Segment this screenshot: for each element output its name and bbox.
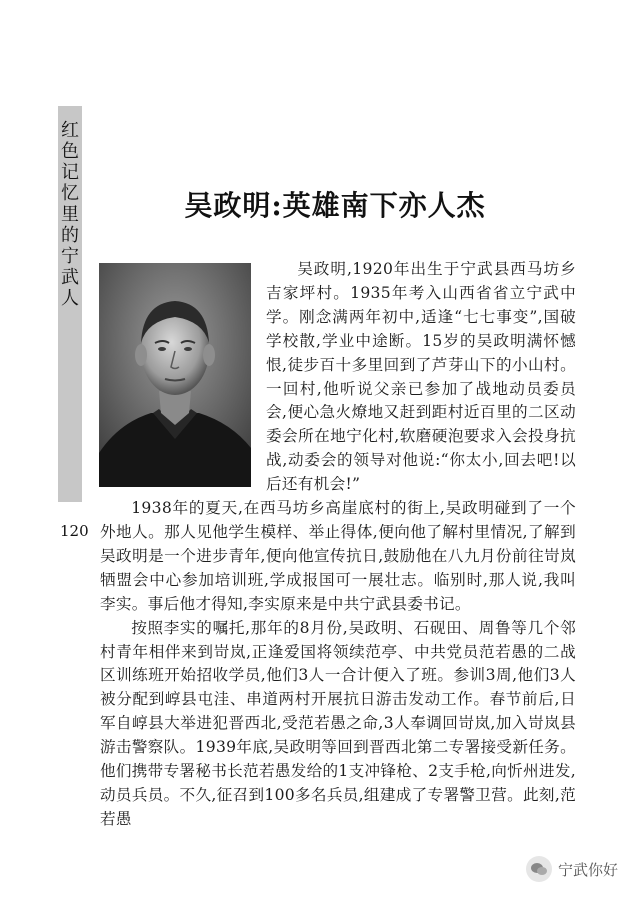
article-title: 吴政明:英雄南下亦人杰	[184, 189, 486, 222]
article-body	[100, 258, 576, 832]
paragraph-2: 1938年的夏天,在西马坊乡高崖底村的街上,吴政明碰到了一个外地人。那人见他学生模样、举止得体,便向他了解村里情况,了解到吴政明是一个进步青年,便向他宣传抗日,鼓励他在八九月份前往岢岚牺盟会中心参加培训班,学成报国可一展壮志。临别时,那人说,我叫李实。事后他才得知,李实原来是中共宁武县委书记。	[100, 499, 576, 613]
paragraph-1-text: 吴政明,1920年出生于宁武县西马坊乡吉家坪村。1935年考入山西省省立宁武中学。刚念满两年初中,适逢“七七事变”,国破学校散,学业中途断。15岁的吴政明满怀憾恨,徒步百十多里回到了芦芽山下的小山村。一回村,他听说父亲已参加了战地动员委员会,便心急火燎地又赶到距村近百里的二区动委会所在地宁化村,软磨硬泡要求入会投身抗战,动委会的领导对他说:“你太小,回去吧!以后还有机会!”	[266, 260, 576, 494]
paragraph-3: 按照李实的嘱托,那年的8月份,吴政明、石砚田、周鲁等几个邻村青年相伴来到岢岚,正逢爱国将领续范亭、中共党员范若愚的二战区训练班开始招收学员,他们3人一合计便入了班。参训3周,他们3人被分配到崞县屯洼、串道两村开展抗日游击发动工作。春节前后,日军自崞县大举进犯晋西北,受范若愚之命,3人奉调回岢岚,加入岢岚县游击警察队。1939年底,吴政明等回到晋西北第二专署接受新任务。他们携带专署秘书长范若愚发给的1支冲锋枪、2支手枪,向忻州进发,动员兵员。不久,征召到100多名兵员,组建成了专署警卫营。此刻,范若愚	[100, 618, 576, 828]
page-number: 120	[60, 522, 89, 540]
wechat-icon	[526, 856, 552, 882]
watermark-text: 宁武你好	[557, 860, 618, 879]
watermark	[526, 856, 618, 882]
side-tab-text: 红色记忆里的宁武人	[61, 120, 79, 309]
side-tab	[58, 106, 82, 502]
photo-wrap-space	[100, 258, 266, 494]
